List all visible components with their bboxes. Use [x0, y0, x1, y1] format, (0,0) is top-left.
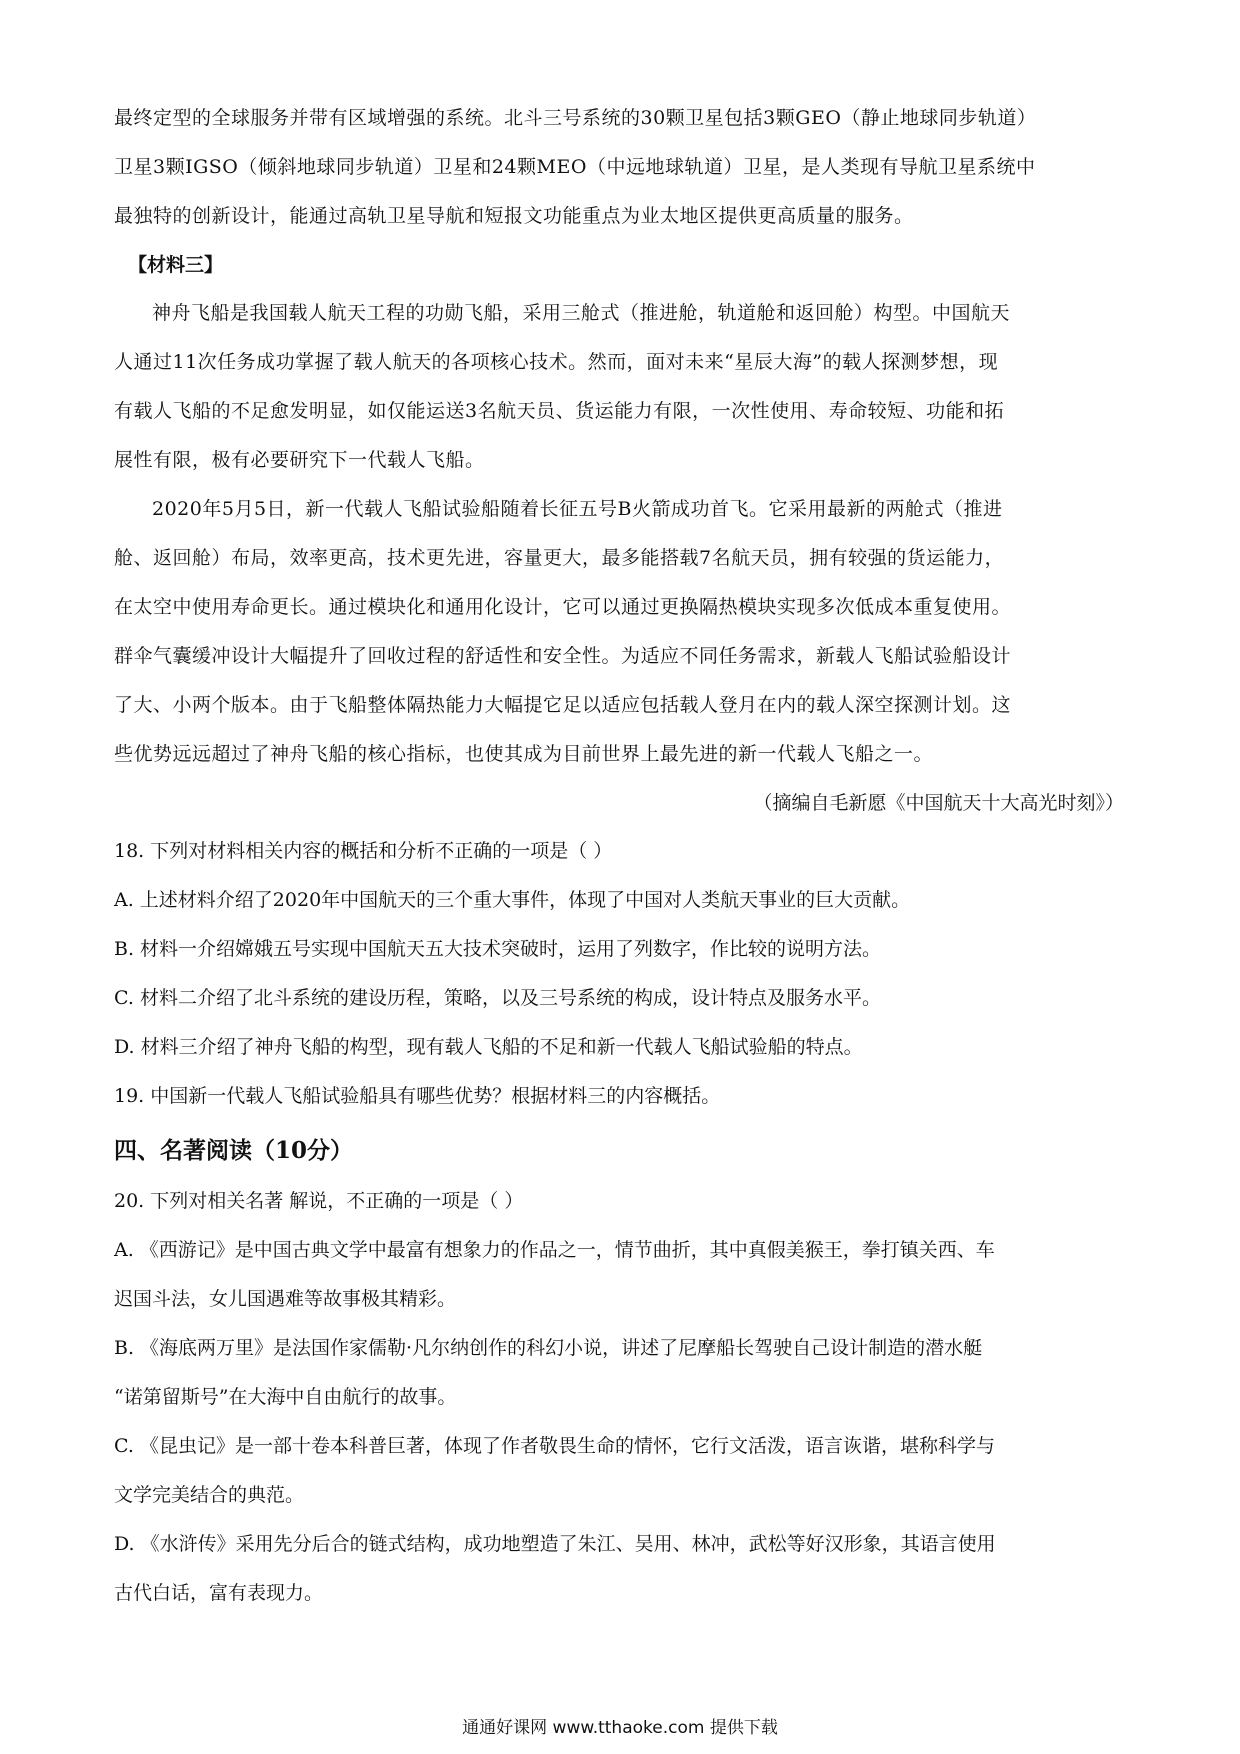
text-line: 神舟飞船是我国载人航天工程的功勋飞船，采用三舱式（推进舱，轨道舱和返回舱）构型。中国航天 — [152, 302, 1011, 324]
option-c: C. 材料二介绍了北斗系统的建设历程，策略，以及三号系统的构成，设计特点及服务水平。 — [114, 987, 881, 1009]
question-stem: 18. 下列对材料相关内容的概括和分析不正确的一项是（ ） — [114, 840, 613, 862]
option-a: A. 上述材料介绍了2020年中国航天的三个重大事件，体现了中国对人类航天事业的巨大贡献。 — [114, 889, 911, 911]
material3-label: 【材料三】 — [128, 254, 224, 276]
option-line: C. 《昆虫记》是一部十卷本科普巨著，体现了作者敬畏生命的情怀，它行文活泼，语言诙谐，堪称科学与 — [114, 1435, 995, 1457]
option-line: B. 《海底两万里》是法国作家儒勒·凡尔纳创作的科幻小说，讲述了尼摩船长驾驶自己设计制造的潜水艇 — [114, 1337, 983, 1359]
option-line: 古代白话，富有表现力。 — [114, 1582, 324, 1604]
text-line: 有载人飞船的不足愈发明显，如仅能运送3名航天员、货运能力有限，一次性使用、寿命较短、功能和拓 — [114, 400, 1005, 422]
option-line: 迟国斗法，女儿国遇难等故事极其精彩。 — [114, 1288, 457, 1310]
question-19 — [114, 1072, 1134, 1121]
text-line: 卫星3颗IGSO（倾斜地球同步轨道）卫星和24颗MEO（中远地球轨道）卫星，是人类现有导航卫星系统中 — [114, 156, 1036, 178]
material3-paragraph-2 — [114, 485, 1134, 779]
question-18 — [114, 827, 1134, 1072]
option-b — [114, 1324, 1134, 1422]
text-line: 些优势远远超过了神舟飞船的核心指标，也使其成为目前世界上最先进的新一代载人飞船之一。 — [114, 743, 934, 765]
text-line: 了大、小两个版本。由于飞船整体隔热能力大幅提它足以适应包括载人登月在内的载人深空探测计划。这 — [114, 694, 1012, 716]
option-d: D. 材料三介绍了神舟飞船的构型，现有载人飞船的不足和新一代载人飞船试验船的特点。 — [114, 1036, 863, 1058]
text-line: 展性有限，极有必要研究下一代载人飞船。 — [114, 449, 485, 471]
question-20 — [114, 1177, 1134, 1618]
text-line: 最独特的创新设计，能通过高轨卫星导航和短报文功能重点为业太地区提供更高质量的服务。 — [114, 205, 914, 227]
text-line: 在太空中使用寿命更长。通过模块化和通用化设计，它可以通过更换隔热模块实现多次低成本重复使用。 — [114, 596, 1012, 618]
option-line: 文学完美结合的典范。 — [114, 1484, 305, 1506]
page-footer: 通通好课网 www.tthaoke.com 提供下载 — [462, 1718, 778, 1738]
option-line: A. 《西游记》是中国古典文学中最富有想象力的作品之一，情节曲折，其中真假美猴王，拳打镇关西、车 — [114, 1239, 995, 1261]
text-line: 舱、返回舱）布局，效率更高，技术更先进，容量更大，最多能搭载7名航天员，拥有较强的货运能力， — [114, 547, 1005, 569]
text-line: 最终定型的全球服务并带有区域增强的系统。北斗三号系统的30颗卫星包括3颗GEO（静止地球同步轨道） — [114, 107, 1037, 129]
text-line: 人通过11次任务成功掌握了载人航天的各项核心技术。然而，面对未来“星辰大海”的载人探测梦想，现 — [114, 351, 999, 373]
question-stem: 19. 中国新一代载人飞船试验船具有哪些优势？根据材料三的内容概括。 — [114, 1085, 721, 1107]
option-line: D. 《水浒传》采用先分后合的链式结构，成功地塑造了朱江、吴用、林冲，武松等好汉形象，其语言使用 — [114, 1533, 996, 1555]
question-stem: 20. 下列对相关名著 解说，不正确的一项是（ ） — [114, 1190, 524, 1212]
option-d — [114, 1520, 1134, 1618]
option-b: B. 材料一介绍嫦娥五号实现中国航天五大技术突破时，运用了列数字，作比较的说明方法。 — [114, 938, 882, 960]
page-content — [114, 94, 1134, 1618]
option-c — [114, 1422, 1134, 1520]
material2-tail-paragraph — [114, 94, 1134, 241]
text-line: 群伞气囊缓冲设计大幅提升了回收过程的舒适性和安全性。为适应不同任务需求，新载人飞船试验船设计 — [114, 645, 1012, 667]
material3-paragraph-1 — [114, 289, 1134, 485]
section-heading: 四、名著阅读（10分） — [114, 1137, 354, 1164]
source-citation: （摘编自毛新愿《中国航天十大高光时刻》） — [753, 792, 1124, 814]
option-line: “诺第留斯号”在大海中自由航行的故事。 — [114, 1386, 457, 1408]
text-line: 2020年5月5日，新一代载人飞船试验船随着长征五号B火箭成功首飞。它采用最新的两舱式（推进 — [152, 498, 1003, 520]
option-a — [114, 1226, 1134, 1324]
